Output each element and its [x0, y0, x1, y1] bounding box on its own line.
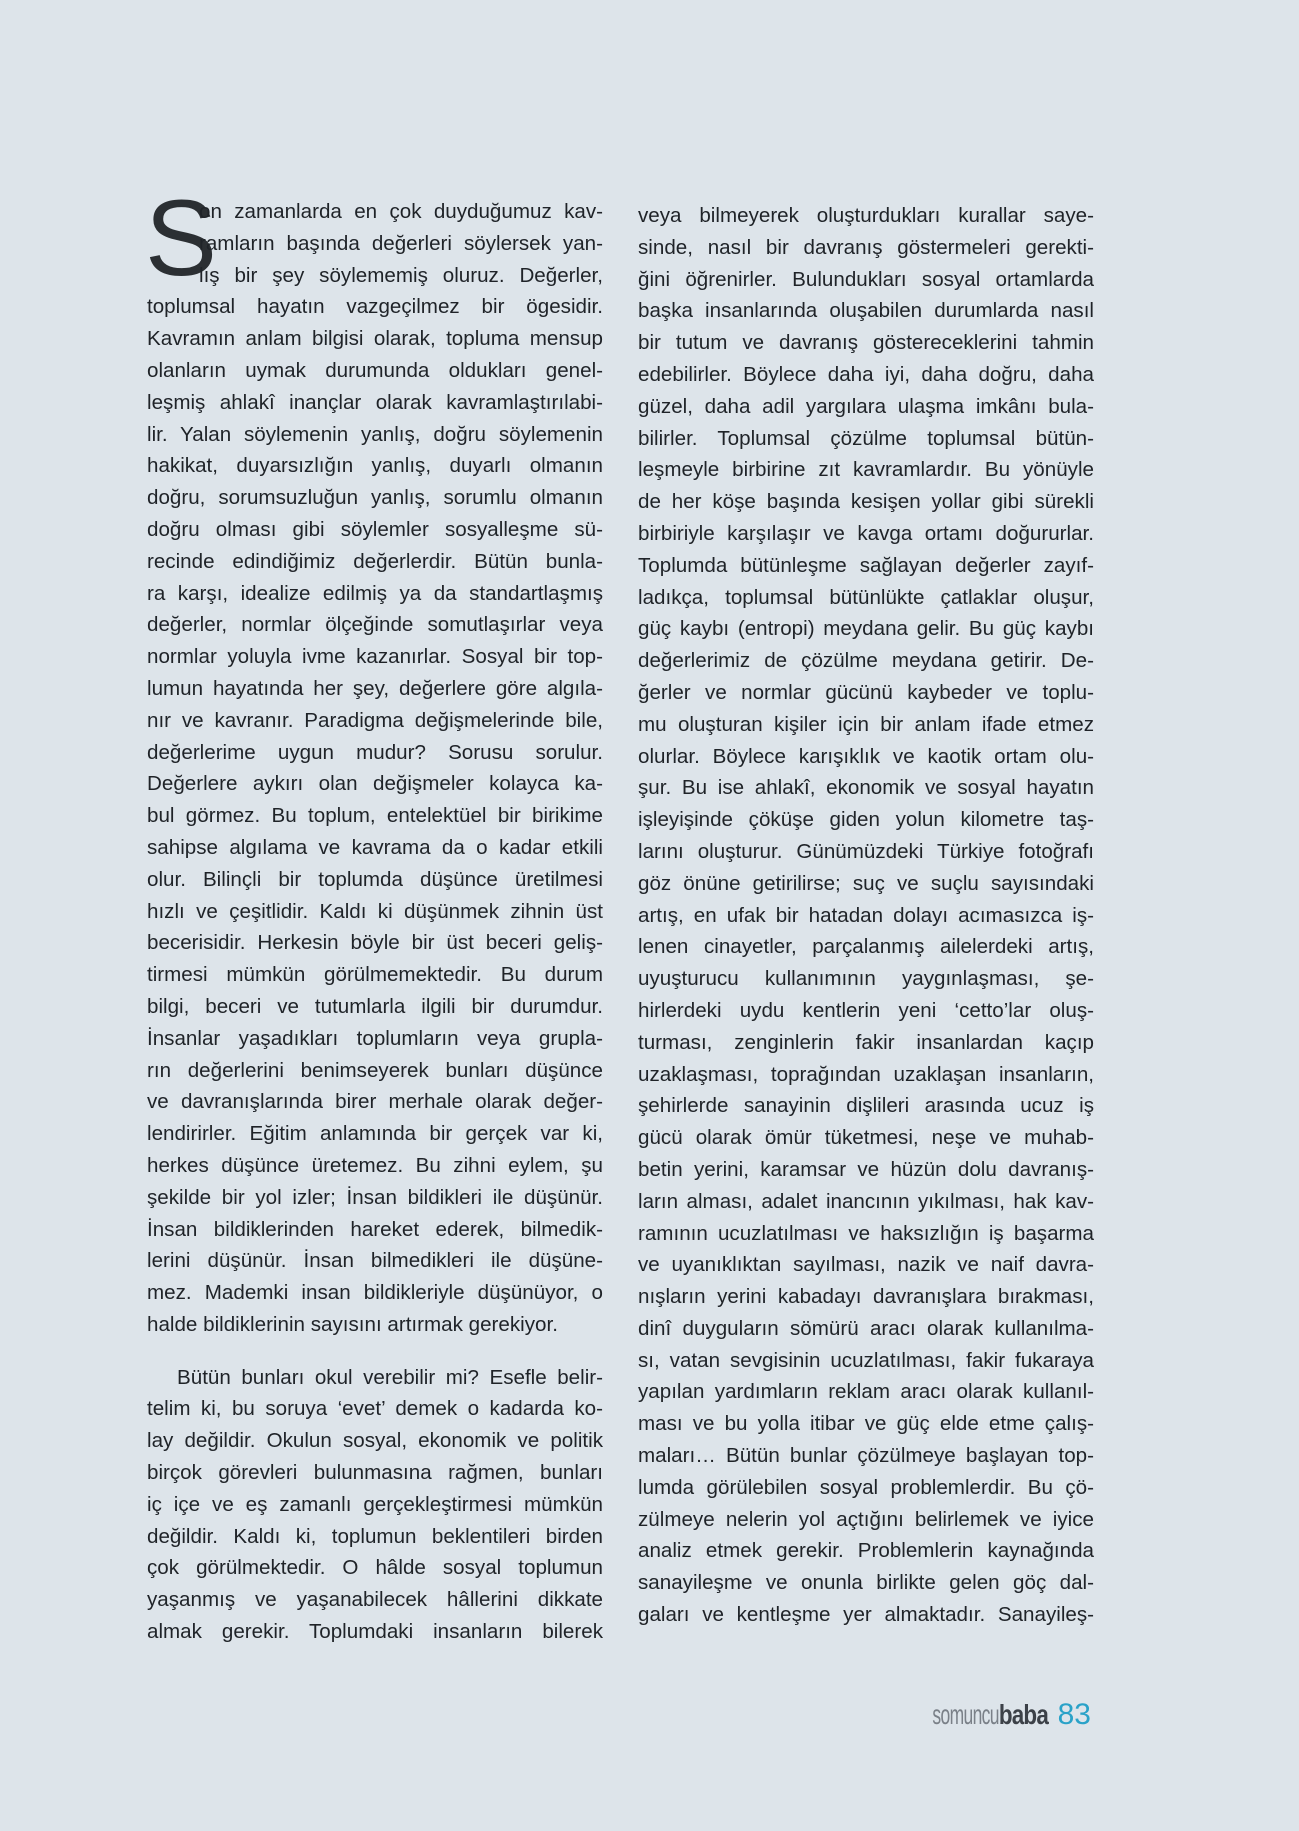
- left-column-text-line: olanların uymak durumunda oldukları genel-: [147, 358, 603, 382]
- right-column-text-line: ladıkça, toplumsal bütünlükte çatlaklar oluşur,: [638, 585, 1094, 609]
- right-column-text-line: ğini öğrenirler. Bulundukları sosyal ortamlarda: [638, 267, 1094, 291]
- right-column-text-line: gücü olarak ömür tüketmesi, neşe ve muhab-: [638, 1126, 1094, 1150]
- left-column-text-line: toplumsal hayatın vazgeçilmez bir ögesidir.: [147, 295, 603, 319]
- left-column-text-line: nır ve kavranır. Paradigma değişmelerinde bile,: [147, 708, 603, 732]
- left-column-text-line: lendirirler. Eğitim anlamında bir gerçek var ki,: [147, 1122, 603, 1146]
- left-column-text-line: değildir. Kaldı ki, toplumun beklentileri birden: [147, 1524, 603, 1548]
- right-column-text-line: değerlerimiz de çözülme meydana getirir. De-: [638, 649, 1094, 673]
- left-column-text-line: lerini düşünür. İnsan bilmedikleri ile düşüne-: [147, 1249, 603, 1273]
- left-column-text-line: ramların başında değerleri söylersek yan-: [199, 231, 603, 255]
- right-column-text-line: gaları ve kentleşme yer almaktadır. Sanayileş-: [638, 1603, 1094, 1627]
- right-column-text-line: ve uyanıklıktan sayılması, nazik ve naif davra-: [638, 1253, 1094, 1277]
- left-column-text-line: lay değildir. Okulun sosyal, ekonomik ve politik: [147, 1429, 603, 1453]
- left-column-text-line: lir. Yalan söylemenin yanlış, doğru söylemenin: [147, 422, 603, 446]
- left-column-text-line: leşmiş ahlakî inançlar olarak kavramlaştırılabi-: [147, 390, 603, 414]
- right-column-text-line: nışların yerini kabadayı davranışlara bırakması,: [638, 1285, 1094, 1309]
- logo-text-light: somuncu: [932, 1699, 999, 1730]
- right-column-text-line: ların alması, adalet inancının yıkılması, hak kav-: [638, 1189, 1094, 1213]
- right-column-text-line: Toplumda bütünleşme sağlayan değerler zayıf-: [638, 553, 1094, 577]
- right-column-text-line: sinde, nasıl bir davranış göstermeleri gerekti-: [638, 235, 1094, 259]
- left-column-text-line: telim ki, bu soruya ‘evet’ demek o kadarda ko-: [147, 1397, 603, 1421]
- left-column-text-line: değerlerime uygun mudur? Sorusu sorulur.: [147, 740, 603, 764]
- right-column-text-line: dinî duyguların sömürü aracı olarak kullanılma-: [638, 1316, 1094, 1340]
- right-column-text-line: ması ve bu yolla itibar ve güç elde etme çalış-: [638, 1412, 1094, 1436]
- left-column-text-line: on zamanlarda en çok duyduğumuz kav-: [199, 200, 603, 223]
- left-column-text-line: ra karşı, idealize edilmiş ya da standartlaşmış: [147, 581, 603, 605]
- right-column-text-line: bilirler. Toplumsal çözülme toplumsal bütün-: [638, 426, 1094, 450]
- left-column-text-line: Kavramın anlam bilgisi olarak, topluma mensup: [147, 327, 603, 351]
- left-column-text-line: olur. Bilinçli bir toplumda düşünce üretilmesi: [147, 867, 603, 891]
- right-column-text-line: turması, zenginlerin fakir insanlardan kaçıp: [638, 1030, 1094, 1054]
- left-column-text-line: rın değerlerini benimseyerek bunları düşünce: [147, 1058, 603, 1082]
- left-column-text-line: bilgi, beceri ve tutumlarla ilgili bir durumdur.: [147, 994, 603, 1018]
- left-column-text-line: çok görülmektedir. O hâlde sosyal toplumun: [147, 1556, 603, 1580]
- right-column-text-line: birbiriyle karşılaşır ve kavga ortamı doğururlar.: [638, 521, 1094, 545]
- right-column-text-line: analiz etmek gerekir. Problemlerin kaynağında: [638, 1539, 1094, 1563]
- right-column-text-line: uzaklaşması, toprağından uzaklaşan insanların,: [638, 1062, 1094, 1086]
- right-column-text-line: şur. Bu ise ahlakî, ekonomik ve sosyal hayatın: [638, 776, 1094, 800]
- left-column-text-line: iç içe ve eş zamanlı gerçekleştirmesi mümkün: [147, 1492, 603, 1516]
- page-footer: [880, 1698, 1091, 1738]
- left-column-text-line: hakikat, duyarsızlığın yanlış, duyarlı olmanın: [147, 454, 603, 478]
- left-column-text-line: mez. Mademki insan bildikleriyle düşünüyor, o: [147, 1281, 603, 1305]
- right-column-text-line: şehirlerde sanayinin dişlileri arasında ucuz iş: [638, 1094, 1094, 1118]
- left-column-text-line: lış bir şey söylememiş oluruz. Değerler,: [199, 263, 603, 287]
- left-column-text-line: doğru olması gibi söylemler sosyalleşme sü-: [147, 517, 603, 541]
- right-column-text-line: lumda görülebilen sosyal problemlerdir. Bu çö-: [638, 1475, 1094, 1499]
- right-column-text-line: maları… Bütün bunlar çözülmeye başlayan top-: [638, 1444, 1094, 1468]
- right-column-text-line: edebilirler. Böylece daha iyi, daha doğru, daha: [638, 362, 1094, 386]
- right-column-text-line: zülmeye nelerin yol açtığını belirlemek ve iyice: [638, 1507, 1094, 1531]
- left-column-text-line: birçok görevleri bulunmasına rağmen, bunları: [147, 1461, 603, 1485]
- left-column-text-line: sahipse algılama ve kavrama da o kadar etkili: [147, 835, 603, 859]
- left-column-text-line: bul görmez. Bu toplum, entelektüel bir birikime: [147, 804, 603, 828]
- left-column-text-line: lumun hayatında her şey, değerlere göre algıla-: [147, 676, 603, 700]
- left-column-text-line: doğru, sorumsuzluğun yanlış, sorumlu olmanın: [147, 486, 603, 510]
- page-number: 83: [1057, 1698, 1091, 1731]
- right-column-text-line: betin yerini, karamsar ve hüzün dolu davranış-: [638, 1157, 1094, 1181]
- left-column-text-line: halde bildiklerinin sayısını artırmak gerekiyor.: [147, 1312, 558, 1336]
- left-column-text-line: herkes düşünce üretemez. Bu zihni eylem, şu: [147, 1153, 603, 1177]
- right-column-text-line: güzel, daha adil yargılara ulaşma imkânı bula-: [638, 394, 1094, 418]
- right-column-text-line: göz önüne getirilirse; suç ve suçlu sayısındaki: [638, 871, 1094, 895]
- right-column-text-line: sı, vatan sevgisinin ucuzlatılması, fakir fukaraya: [638, 1348, 1094, 1372]
- right-column: [638, 200, 1094, 1631]
- left-column-text-line: şekilde bir yol izler; İnsan bildikleri ile düşünür.: [147, 1185, 603, 1209]
- left-column-text-line: hızlı ve çeşitlidir. Kaldı ki düşünmek zihnin üst: [147, 899, 603, 923]
- left-column-text-line: değerler, normlar ölçeğinde somutlaşırlar veya: [147, 613, 603, 637]
- left-column-text-line: recinde edindiğimiz değerlerdir. Bütün bunla-: [147, 549, 603, 573]
- right-column-text-line: güç kaybı (entropi) meydana gelir. Bu güç kaybı: [638, 617, 1094, 641]
- right-column-text-line: de her köşe başında kesişen yollar gibi sürekli: [638, 490, 1094, 514]
- right-column-text-line: hirlerdeki uydu kentlerin yeni ‘cetto’lar oluş-: [638, 998, 1094, 1022]
- left-column-text-line: becerisidir. Herkesin böyle bir üst beceri geliş-: [147, 931, 603, 955]
- right-column-text-line: artış, en ufak bir hatadan dolayı acımasızca iş-: [638, 903, 1094, 927]
- left-column-text-line: normlar yoluyla ivme kazanırlar. Sosyal bir top-: [147, 645, 603, 669]
- left-column: [147, 196, 603, 1648]
- right-column-text-line: lenen cinayetler, parçalanmış ailelerdeki artış,: [638, 935, 1094, 959]
- left-column-text-line: İnsan bildiklerinden hareket ederek, bilmedik-: [147, 1217, 603, 1241]
- right-column-text-line: larını oluşturur. Günümüzdeki Türkiye fotoğrafı: [638, 839, 1094, 863]
- right-column-text-line: uyuşturucu kullanımının yaygınlaşması, şe-: [638, 967, 1094, 991]
- left-column-text-line: Bütün bunları okul verebilir mi? Esefle belir-: [177, 1365, 603, 1389]
- right-column-text-line: leşmeyle birbirine zıt kavramlardır. Bu yönüyle: [638, 458, 1094, 482]
- left-column-text-line: tirmesi mümkün görülmemektedir. Bu durum: [147, 963, 603, 987]
- right-column-text-line: işleyişinde çöküşe giden yolun kilometre taş-: [638, 808, 1094, 832]
- right-column-text-line: ramının ucuzlatılması ve haksızlığın iş başarma: [638, 1221, 1094, 1245]
- magazine-logo: [913, 1699, 1047, 1731]
- right-column-text-line: mu oluşturan kişiler için bir anlam ifade etmez: [638, 712, 1094, 736]
- right-column-text-line: olurlar. Böylece karışıklık ve kaotik ortam olu-: [638, 744, 1094, 768]
- left-column-text-line: yaşanmış ve yaşanabilecek hâllerini dikkate: [147, 1588, 603, 1612]
- right-column-text-line: ğerler ve normlar gücünü kaybeder ve toplu-: [638, 680, 1094, 704]
- left-column-text-line: İnsanlar yaşadıkları toplumların veya grupla-: [147, 1026, 603, 1050]
- right-column-text-line: sanayileşme ve onunla birlikte gelen göç dal-: [638, 1571, 1094, 1595]
- left-column-text-line: Değerlere aykırı olan değişmeler kolayca ka-: [147, 772, 603, 796]
- right-column-text-line: yapılan yardımların reklam aracı olarak kullanıl-: [638, 1380, 1094, 1404]
- right-column-text-line: bir tutum ve davranış göstereceklerini tahmin: [638, 331, 1094, 355]
- right-column-text-line: veya bilmeyerek oluşturdukları kurallar saye-: [638, 204, 1094, 227]
- right-column-text-line: başka insanlarında oluşabilen durumlarda nasıl: [638, 299, 1094, 323]
- logo-text-bold: baba: [998, 1699, 1048, 1730]
- left-column-text-line: almak gerekir. Toplumdaki insanların bilerek: [147, 1620, 603, 1644]
- paragraph-gap: [147, 1341, 603, 1362]
- drop-cap: S: [145, 177, 218, 298]
- left-column-text-line: ve davranışlarında birer merhale olarak değer-: [147, 1090, 603, 1114]
